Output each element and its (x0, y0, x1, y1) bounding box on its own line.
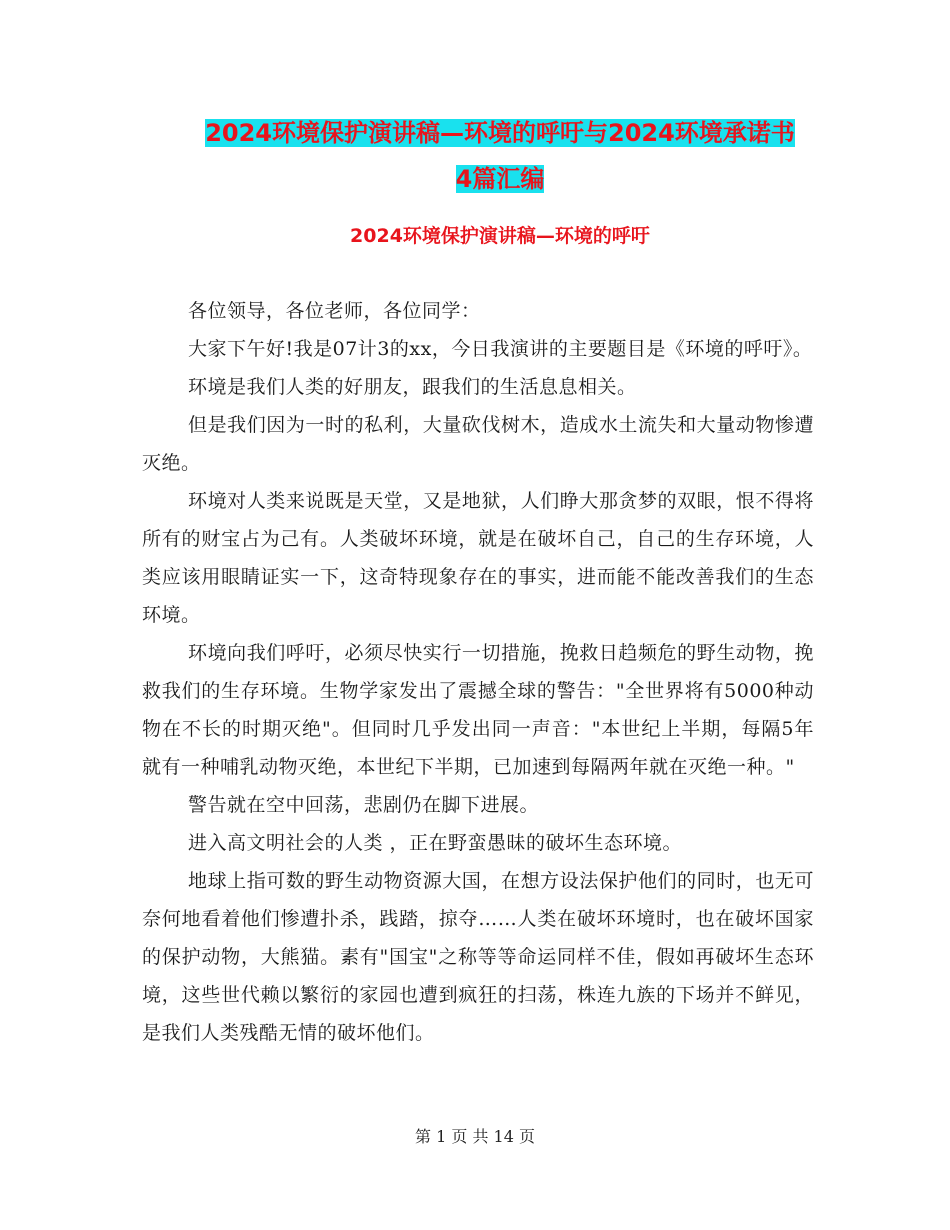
paragraph: 各位领导，各位老师，各位同学： (188, 300, 481, 322)
document-title-line1: 2024环境保护演讲稿—环境的呼吁与2024环境承诺书 (205, 119, 795, 147)
document-title (140, 110, 860, 202)
paragraph: 环境向我们呼吁，必须尽快实行一切措施，挽救日趋频危的野生动物，挽救我们的生存环境。生物学家发出了震撼全球的警告："全世界将有5000种动物在不长的时期灭绝"。但同时几乎发出同一声音："本世纪上半期，每隔5年就有一种哺乳动物灭绝，本世纪下半期，已加速到每隔两年就在灭绝一种。" (142, 642, 814, 778)
paragraph: 地球上指可数的野生动物资源大国，在想方设法保护他们的同时，也无可奈何地看着他们惨遭扑杀，践踏，掠夺……人类在破坏环境时，也在破坏国家的保护动物，大熊猫。素有"国宝"之称等等命运同样不佳，假如再破坏生态环境，这些世代赖以繁衍的家园也遭到疯狂的扫荡，株连九族的下场并不鲜见，是我们人类残酷无情的破坏他们。 (142, 870, 814, 1044)
paragraph: 环境是我们人类的好朋友，跟我们的生活息息相关。 (188, 376, 637, 398)
paragraph: 警告就在空中回荡，悲剧仍在脚下进展。 (188, 794, 540, 816)
paragraph: 但是我们因为一时的私利，大量砍伐树木，造成水土流失和大量动物惨遭灭绝。 (142, 414, 814, 474)
document-body (142, 292, 814, 1052)
paragraph: 大家下午好!我是07计3的xx，今日我演讲的主要题目是《环境的呼吁》。 (188, 338, 813, 360)
page-footer: 第 1 页 共 14 页 (415, 1127, 535, 1146)
section-title: 2024环境保护演讲稿—环境的呼吁 (350, 225, 650, 247)
paragraph: 环境对人类来说既是天堂，又是地狱，人们睁大那贪梦的双眼，恨不得将所有的财宝占为己有。人类破坏环境，就是在破坏自己，自己的生存环境，人类应该用眼睛证实一下，这奇特现象存在的事实，进而能不能改善我们的生态环境。 (142, 490, 814, 626)
paragraph: 进入高文明社会的人类 ，正在野蛮愚昧的破坏生态环境。 (188, 832, 683, 854)
document-title-line2: 4篇汇编 (455, 165, 545, 193)
